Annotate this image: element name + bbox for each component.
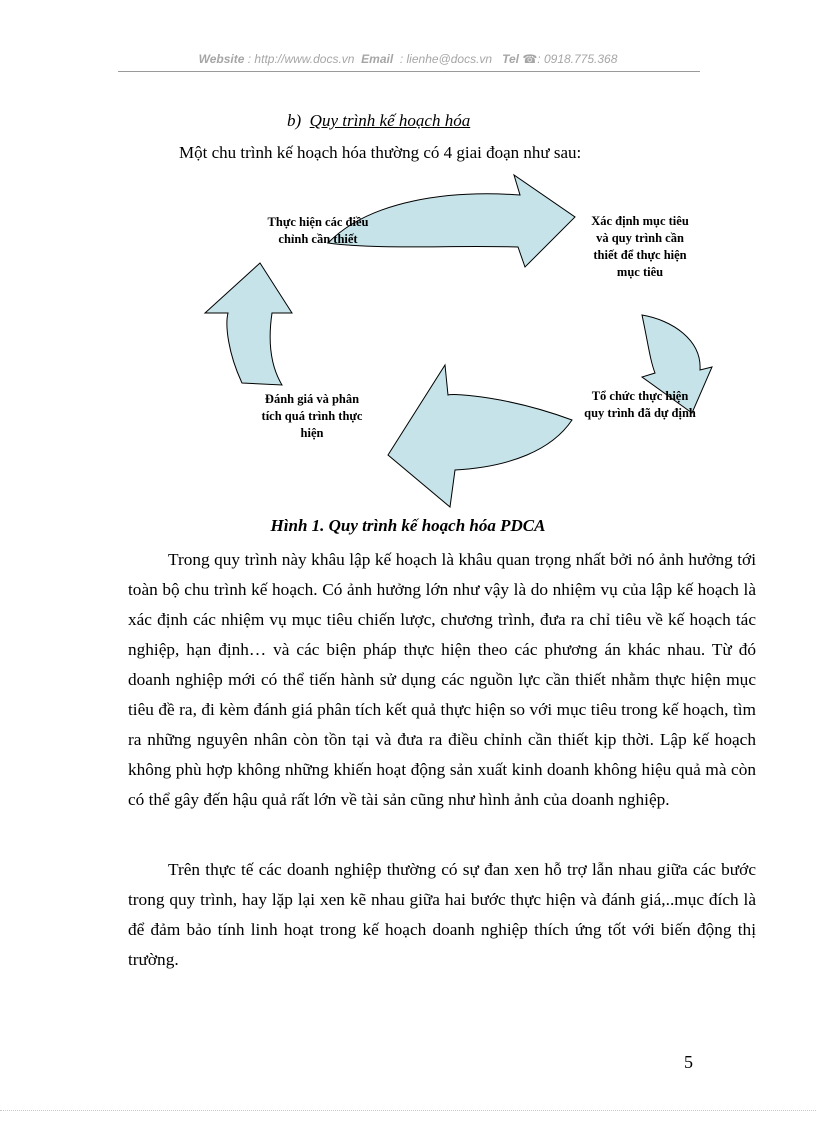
figure-caption: Hình 1. Quy trình kế hoạch hóa PDCA [270,516,546,535]
left-up-arrow [205,263,292,385]
paragraph-2: Trên thực tế các doanh nghiệp thường có sự đan xen hỗ trợ lẫn nhau giữa các bước trong quy trình, hay lặp lại xen kẽ nhau giữa hai bước thực hiện và đánh giá,..mục đích là để đảm bảo tính linh hoạt trong kế hoạch doanh nghiệp thích ứng tốt với biến động thị trường. [128,860,756,969]
stage-adjust [248,214,388,248]
email-value[interactable]: : lienhe@docs.vn [399,52,493,66]
stage-4-line: chỉnh cần thiết [278,232,358,246]
stage-1-line: và quy trình cần [596,231,684,245]
tel-value: : 0918.775.368 [537,52,618,66]
stage-2-line: quy trình đã dự định [584,406,696,420]
header-divider [118,71,700,72]
stage-1-line: mục tiêu [616,265,664,279]
paragraph-1: Trong quy trình này khâu lập kế hoạch là khâu quan trọng nhất bởi nó ảnh hưởng tới toàn bộ chu trình kế hoạch. Có ảnh hưởng lớn như vậy là do nhiệm vụ của lập kế hoạch là xác định các nhiệm vụ mục tiêu chiến lược, chương trình, đưa ra chỉ tiêu về kế hoạch tác nghiệp, hạn định… và các biện pháp thực hiện theo các phương án khác nhau. Từ đó doanh nghiệp mới có thể tiến hành sử dụng các nguồn lực cần thiết nhằm thực hiện mục tiêu đề ra, đi kèm đánh giá phân tích kết quả thực hiện so với mục tiêu trong kế hoạch, tìm ra những nguyên nhân còn tồn tại và đưa ra điều chỉnh cần thiết kịp thời. Lập kế hoạch không phù hợp không những khiến hoạt động sản xuất kinh doanh không hiệu quả mà còn có thể gây đến hậu quả rất lớn về tài sản cũng như hình ảnh của doanh nghiệp. [128,550,756,809]
section-prefix: b) [287,111,302,130]
tel-label: Tel [502,52,519,66]
stage-3-line: tích quá trình thực [261,409,363,423]
section-heading [287,111,470,131]
intro-sentence: Một chu trình kế hoạch hóa thường có 4 giai đoạn như sau: [179,143,582,162]
stage-1-line: thiết để thực hiện [593,248,687,262]
footer-divider [0,1110,816,1111]
stage-evaluate [242,391,382,442]
page-number: 5 [684,1052,693,1072]
section-title: Quy trình kế hoạch hóa [309,111,471,130]
stage-3-line: hiện [300,426,324,440]
email-label: Email [361,52,394,66]
stage-implement [560,388,720,422]
stage-1-line: Xác định mục tiêu [591,214,689,228]
stage-3-line: Đánh giá và phân [264,392,360,406]
phone-icon: ☎ [522,52,538,66]
stage-set-objectives [560,213,720,281]
website-value[interactable]: : http://www.docs.vn [247,52,355,66]
website-label: Website [198,52,245,66]
stage-2-line: Tổ chức thực hiện [591,389,689,403]
pdca-cycle-diagram [180,165,720,510]
page-header [0,52,816,66]
bottom-left-arrow [388,365,572,507]
stage-4-line: Thực hiện các điều [267,215,369,229]
